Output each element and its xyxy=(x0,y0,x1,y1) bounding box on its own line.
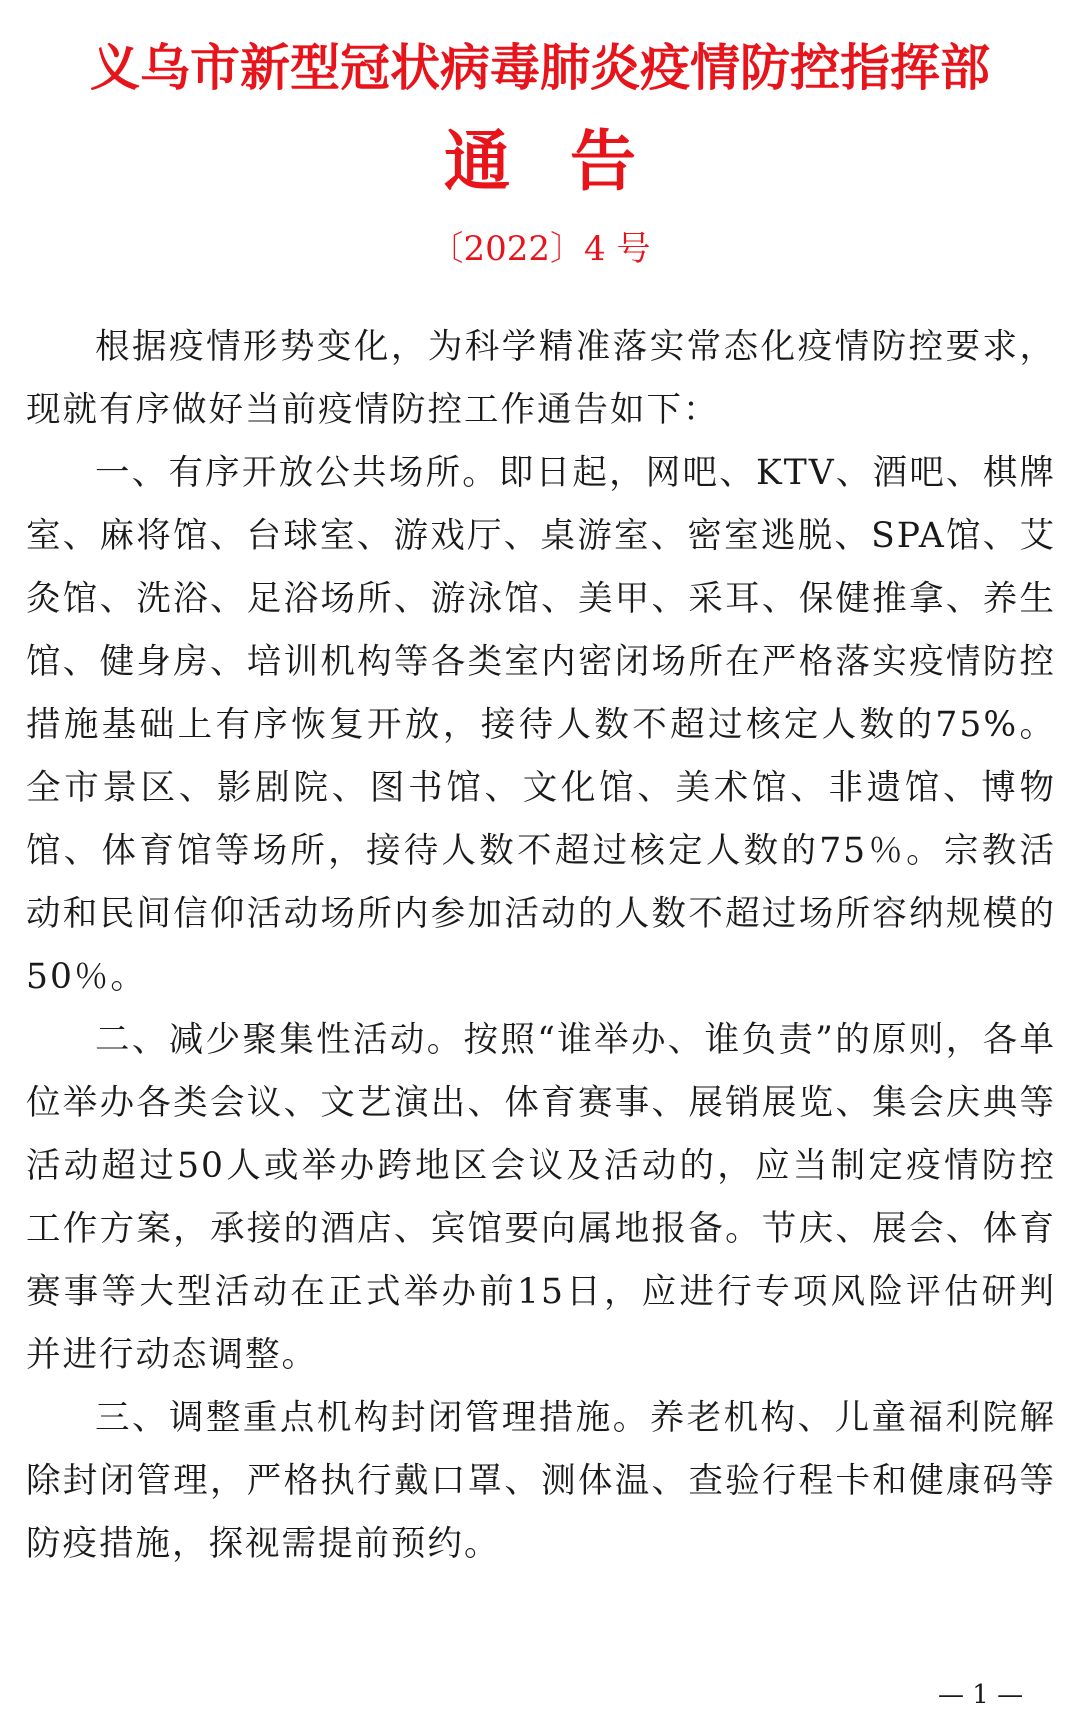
paragraph-section-1: 一、有序开放公共场所。即日起，网吧、KTV、酒吧、棋牌室、麻将馆、台球室、游戏厅、桌游室、密室逃脱、SPA馆、艾灸馆、洗浴、足浴场所、游泳馆、美甲、采耳、保健推拿、养生馆、健身房、培训机构等各类室内密闭场所在严格落实疫情防控措施基础上有序恢复开放，接待人数不超过核定人数的75%。全市景区、影剧院、图书馆、文化馆、美术馆、非遗馆、博物馆、体育馆等场所，接待人数不超过核定人数的75％。宗教活动和民间信仰活动场所内参加活动的人数不超过场所容纳规模的50％。 xyxy=(26,453,1056,997)
document-header xyxy=(0,28,1080,274)
page-number: — 1 — xyxy=(938,1680,1024,1710)
document-body xyxy=(26,316,1056,1576)
document-number: 〔2022〕4 号 xyxy=(429,229,651,269)
document-type-title: 通告 xyxy=(444,122,696,200)
paragraph-section-3: 三、调整重点机构封闭管理措施。养老机构、儿童福利院解除封闭管理，严格执行戴口罩、测体温、查验行程卡和健康码等防疫措施，探视需提前预约。 xyxy=(26,1398,1056,1564)
paragraph-section-2: 二、减少聚集性活动。按照“谁举办、谁负责”的原则，各单位举办各类会议、文艺演出、体育赛事、展销展览、集会庆典等活动超过50人或举办跨地区会议及活动的，应当制定疫情防控工作方案，承接的酒店、宾馆要向属地报备。节庆、展会、体育赛事等大型活动在正式举办前15日，应进行专项风险评估研判并进行动态调整。 xyxy=(26,1020,1056,1375)
issuer-title: 义乌市新型冠状病毒肺炎疫情防控指挥部 xyxy=(90,38,990,97)
paragraph-intro: 根据疫情形势变化，为科学精准落实常态化疫情防控要求，现就有序做好当前疫情防控工作通告如下： xyxy=(26,327,1056,430)
